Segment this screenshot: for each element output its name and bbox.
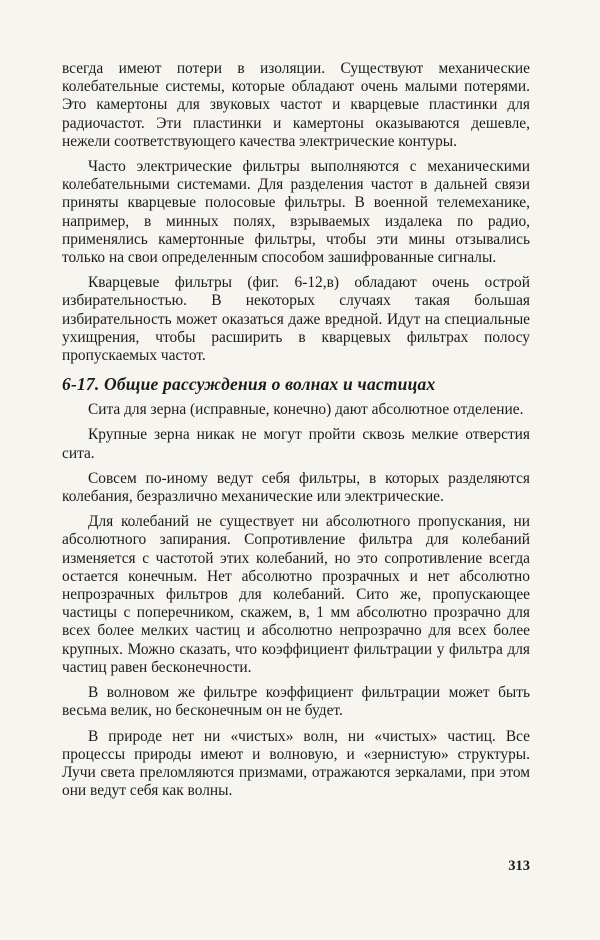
paragraph-sieves: Сита для зерна (исправные, конечно) дают абсолютное отделение. (88, 401, 524, 419)
page-number: 313 (508, 858, 530, 874)
paragraph-no-absolute-pass: Для колебаний не существует ни абсолютного пропускания, ни абсолютного запирания. Сопротивление фильтра для колебаний изменяется с частотой этих колебаний, но это сопротивление всегда остается конечным. Нет абсолютно прозрачных и нет абсолютно непрозрачных фильтров для колебаний. Сито же, пропускающее частицы с поперечником, скажем, в, 1 мм абсолютно прозрачно для всех более мелких частиц и абсолютно непрозрачно для всех более крупных. Можно сказать, что коэффициент фильтрации у фильтра для частиц равен бесконечности. (62, 513, 530, 676)
paragraph-filters-differ: Совсем по-иному ведут себя фильтры, в которых разделяются колебания, безразлично механические или электрические. (62, 469, 530, 506)
paragraph-wave-filter-coefficient: В волновом же фильтре коэффициент фильтрации может быть весьма велик, но бесконечным он не будет. (62, 684, 530, 720)
paragraph-waves-and-particles: В природе нет ни «чистых» волн, ни «чистых» частиц. Все процессы природы имеют и волновую, и «зернистую» структуры. Лучи света преломляются призмами, отражаются зеркалами, при этом они ведут себя как волны. (62, 727, 530, 800)
paragraph-quartz-selectivity: Кварцевые фильтры (фиг. 6-12,в) обладают очень острой избирательностью. В некоторых случаях такая большая избирательность может оказаться даже вредной. Идут на специальные ухищрения, чтобы расширить в кварцевых фильтрах полосу пропускаемых частот. (62, 274, 530, 365)
section-heading: 6-17. Общие рассуждения о волнах и частицах (62, 374, 436, 395)
paragraph-mechanical-filters: Часто электрические фильтры выполняются с механическими колебательными системами. Для разделения частот в дальней связи приняты кварцевые полосовые фильтры. В военной телемеханике, например, в минных полях, взрываемых издалека по радио, применялись камертонные фильтры, чтобы эти мины отзывались только на свои определенным способом зашифрованные сигналы. (62, 158, 530, 267)
paragraph-large-grains: Крупные зерна никак не могут пройти сквозь мелкие отверстия сита. (62, 426, 530, 462)
paragraph-insulation-losses: всегда имеют потери в изоляции. Существуют механические колебательные системы, которые обладают очень малыми потерями. Это камертоны для звуковых частот и кварцевые пластинки для радиочастот. Эти пластинки и камертоны оказываются дешевле, нежели соответствующего качества электрические контуры. (62, 60, 530, 150)
